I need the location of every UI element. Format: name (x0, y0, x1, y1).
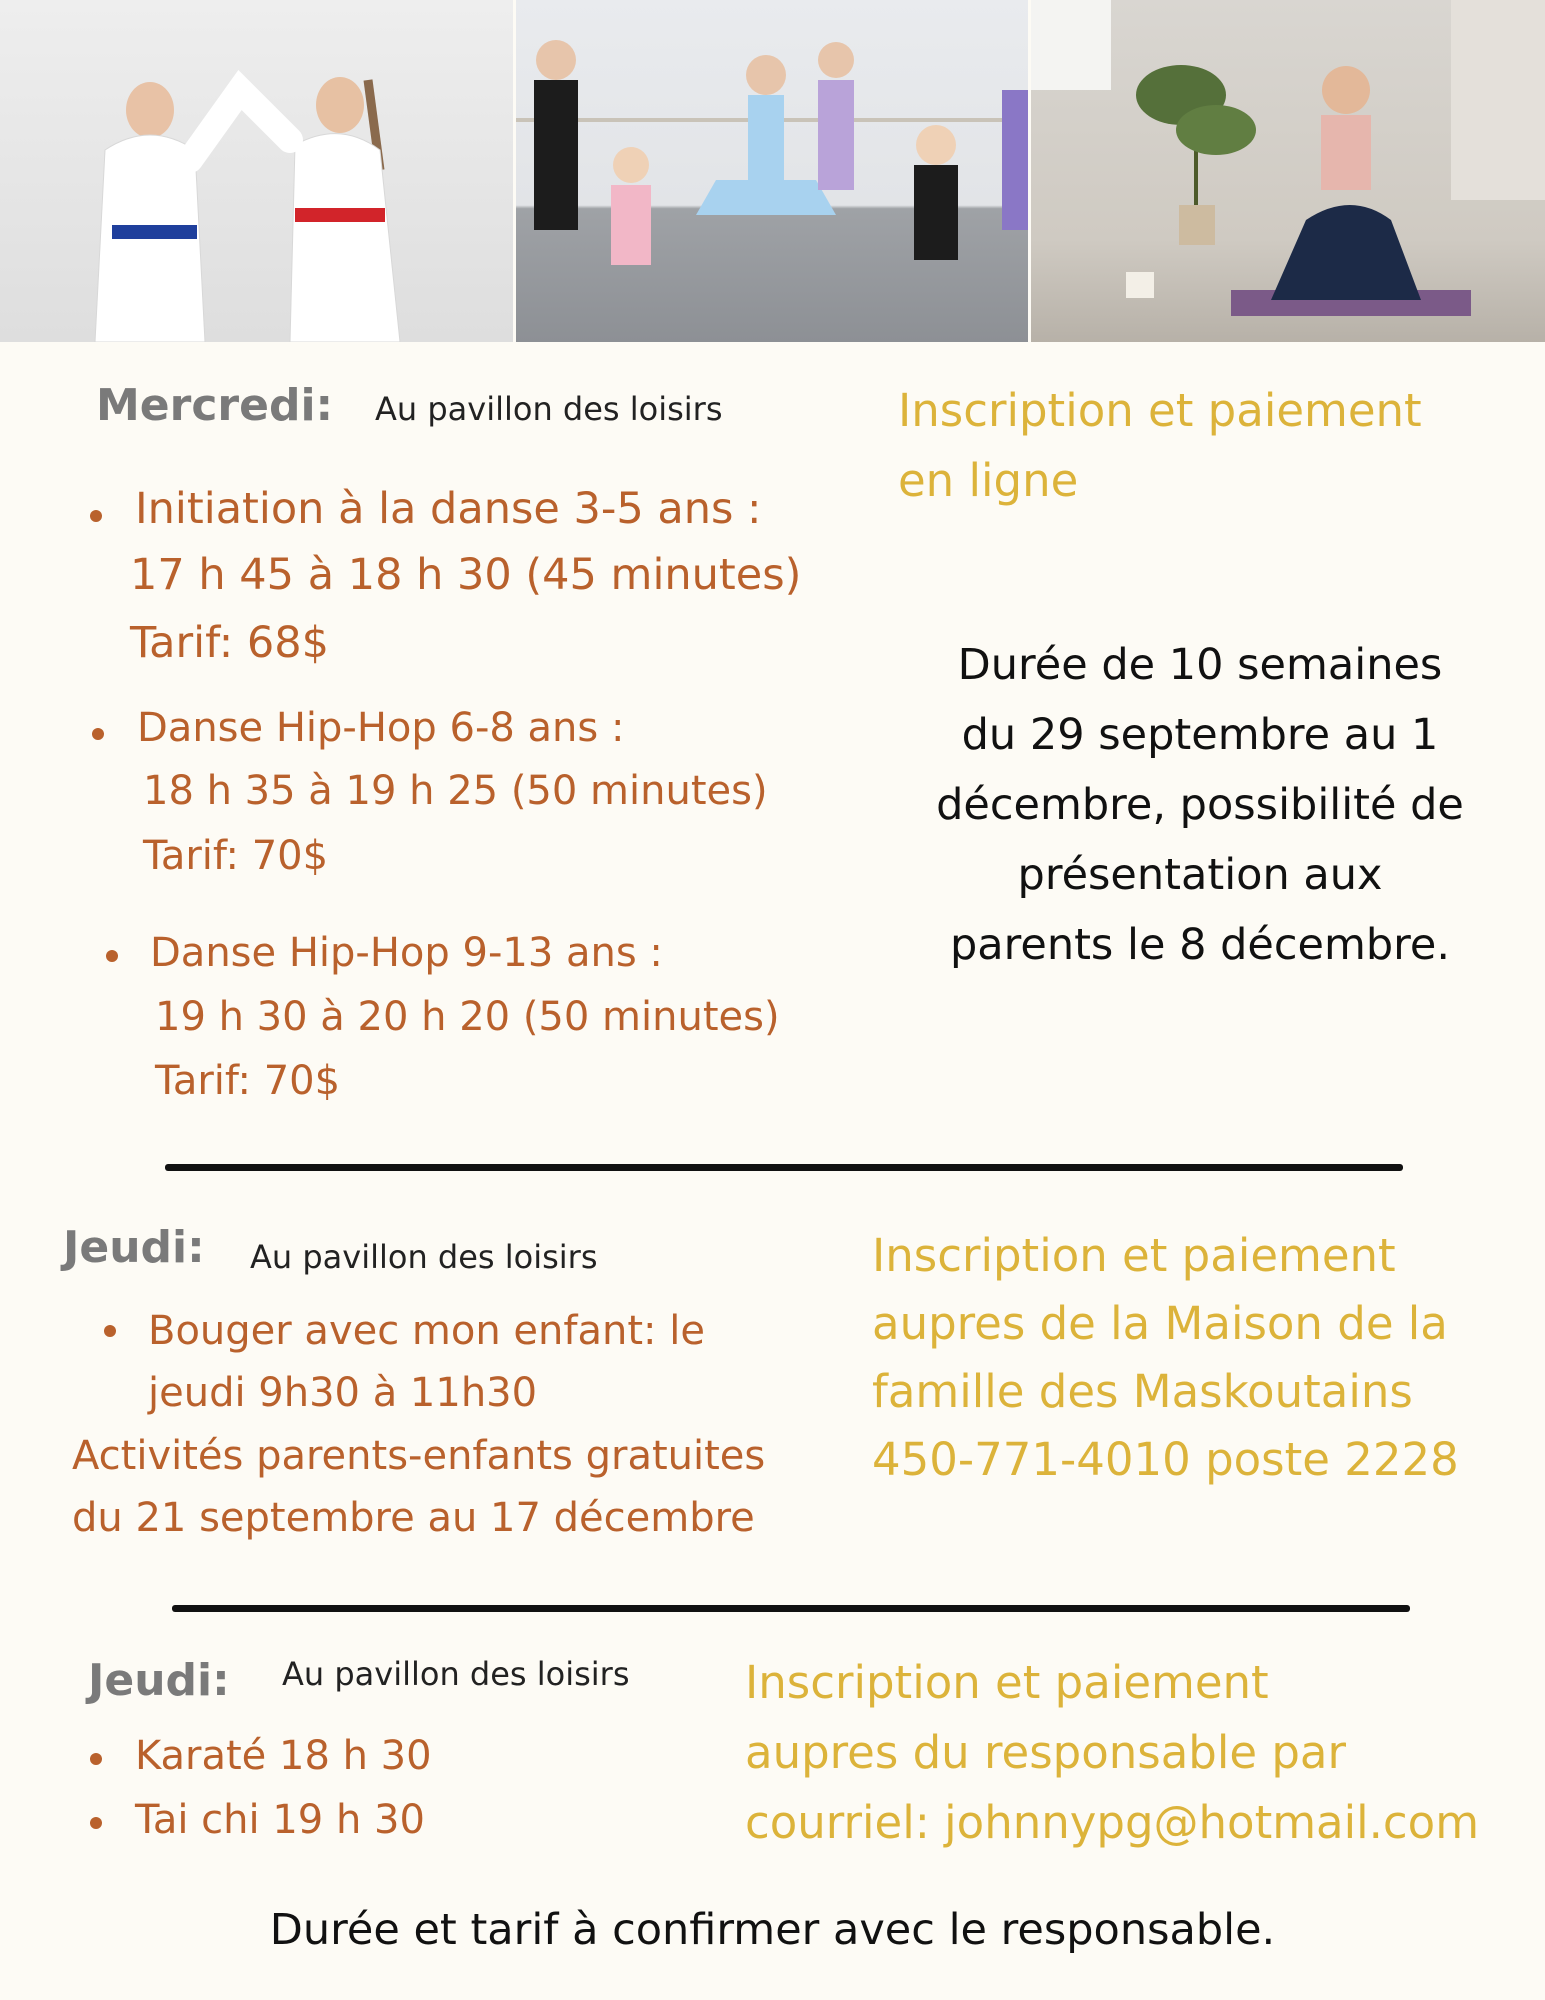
bullet-icon (90, 1753, 102, 1765)
course-price-3: Tarif: 70$ (155, 1058, 341, 1104)
footer-note: Durée et tarif à confirmer avec le responsable. (269, 1905, 1276, 1955)
course-title-3: Danse Hip-Hop 9-13 ans : (150, 930, 663, 976)
course-title-2: Danse Hip-Hop 6-8 ans : (137, 705, 625, 751)
registration-email (745, 1648, 1479, 1858)
divider (165, 1164, 1403, 1171)
email-link[interactable]: courriel: johnnypg@hotmail.com (745, 1796, 1480, 1849)
karate-photo (0, 0, 513, 342)
registration-line: Inscription et paiement (872, 1229, 1396, 1282)
note-line: Activités parents-enfants gratuites (72, 1433, 766, 1479)
registration-line: aupres du responsable par (745, 1726, 1346, 1779)
day-heading-wednesday: Mercredi: (96, 380, 334, 431)
registration-line: aupres de la Maison de la (872, 1297, 1448, 1350)
day-heading-thursday-1: Jeudi: (63, 1222, 205, 1273)
registration-line: Inscription et paiement (745, 1656, 1269, 1709)
bullet-icon (92, 728, 104, 740)
taichi-time: Tai chi 19 h 30 (135, 1797, 425, 1843)
karate-time: Karaté 18 h 30 (135, 1733, 432, 1779)
registration-line: famille des Maskoutains (872, 1365, 1413, 1418)
free-activities-note (72, 1425, 765, 1549)
duration-line: parents le 8 décembre. (949, 920, 1450, 970)
duration-line: décembre, possibilité de (936, 780, 1464, 830)
activity-line: jeudi 9h30 à 11h30 (148, 1370, 538, 1416)
course-time-1: 17 h 45 à 18 h 30 (45 minutes) (130, 550, 802, 600)
registration-line: Inscription et paiement (898, 384, 1422, 437)
note-line: du 21 septembre au 17 décembre (72, 1495, 755, 1541)
duration-line: Durée de 10 semaines (957, 640, 1443, 690)
activity-bouger (148, 1300, 705, 1424)
photo-strip (0, 0, 1545, 342)
registration-maison-famille (872, 1222, 1459, 1494)
bullet-icon (106, 950, 118, 962)
course-price-2: Tarif: 70$ (143, 833, 329, 879)
location-thursday-1: Au pavillon des loisirs (250, 1238, 598, 1276)
bullet-icon (104, 1325, 116, 1337)
registration-online (898, 376, 1422, 516)
registration-phone[interactable]: 450-771-4010 poste 2228 (872, 1433, 1459, 1486)
bullet-icon (90, 510, 102, 522)
day-heading-thursday-2: Jeudi: (88, 1655, 230, 1706)
course-price-1: Tarif: 68$ (130, 618, 329, 668)
registration-line: en ligne (898, 454, 1079, 507)
location-wednesday: Au pavillon des loisirs (375, 390, 723, 428)
duration-line: présentation aux (1017, 850, 1383, 900)
dance-kids-photo (516, 0, 1028, 342)
bullet-icon (90, 1817, 102, 1829)
course-title-1: Initiation à la danse 3-5 ans : (135, 484, 762, 534)
yoga-photo (1031, 0, 1545, 342)
course-time-3: 19 h 30 à 20 h 20 (50 minutes) (155, 994, 780, 1040)
course-time-2: 18 h 35 à 19 h 25 (50 minutes) (143, 768, 768, 814)
duration-line: du 29 septembre au 1 (961, 710, 1439, 760)
activity-line: Bouger avec mon enfant: le (148, 1308, 705, 1354)
location-thursday-2: Au pavillon des loisirs (282, 1655, 630, 1693)
duration-info (900, 630, 1500, 980)
divider (172, 1605, 1410, 1612)
